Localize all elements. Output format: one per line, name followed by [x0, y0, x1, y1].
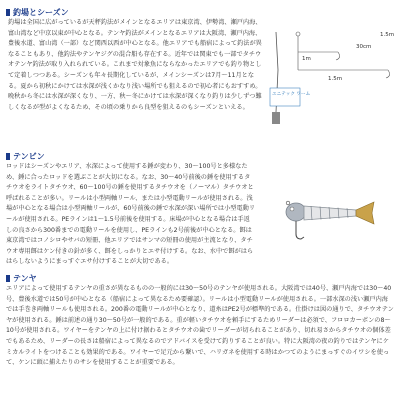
lure-box — [270, 88, 300, 106]
tenya-jig-illustration — [276, 182, 386, 242]
tenya-paragraph: エリアによって使用するテンヤの重さが異なるものの一般的には30〜50号のテンヤが使用される。大阪湾では40号、瀬戸内海では30〜40号、豊後水道では50号が中心となる（船宿によって異なるため要確認）。リールは小型電動リールが使用される。一部水深の浅い瀬戸内海では手巻き両軸リールも使用される。200番の電動リールが中心となり、道糸はPE2号が標準的である。仕掛けは図の通りで、タチウオテンヤが使用される。錘は前述の通り30〜50号が一般的である。重が軽いタチウオを頼手にするためリーダーは必須で、フロロカーボンの8〜10号が使用される。ワイヤーをテンヤの上に付け据わるとタチウオの歯でリーダーが切られることがあり、切れ易さからタチウオの個体差でもあるため、リーダーの長さは船宿によって異なるのでアドバイスを受けて釣りすることが良い。特に大阪湾の夜の釣りではテンヤにケミカルライトをつけることも効果的である。ワイヤーで足元から繋いで、ハリガネを使用する時はかつてのようにまっすぐのイワシを使って、ケンに頭に捕えたりのサシを使用することが重要である。 — [6, 285, 394, 367]
label-rod-tip: 1.5m — [380, 32, 395, 38]
line-eye-icon — [286, 201, 290, 205]
section-heading-tenpin — [6, 150, 45, 162]
label-branch: 30cm — [356, 44, 372, 50]
heading-label: 釣場とシーズン — [13, 7, 69, 17]
tackle-diagram-svg — [268, 12, 398, 132]
tackle-diagram — [268, 12, 398, 132]
hook-icon — [296, 221, 304, 239]
tenpin-paragraph: ロッドはシーズンやエリア、水深によって使用する錘が変わり、30〜100号と多様なため、錘に合ったロッドを選ぶことが大切になる。なお、30〜40号前後の錘を使用するタチウオをライトタチウオ、60〜100号の錘を使用するタチウオを（ノーマル）タチウオと呼ばれることが多い。リールは小型両軸リール、または小型電動リールが使用される。浅場が中心となる場合は小型両軸リールが、60号前後の錘で水深が深い場所では小型電動リールが使用される。PEラインは1〜1.5号前後を使用する。床場が中心となる場合は手返しの良さから300番までの電動リールを使用し、PEラインも2号前後が中心となる。餌は東京湾ではコノシロやサバの短冊、他エリアではサンマの短冊の使用が主流となり、タチウオ専用餌はケン付きの針が多く、餌をしっかりとエサ付けする。なお、水中で餌がはらはらしないようにまっすぐエサ付けすることが大切である。 — [6, 163, 256, 266]
sinker-icon — [272, 112, 280, 124]
label-mid-length: 1m — [302, 56, 311, 62]
hook-icon — [336, 52, 340, 60]
tenya-jig-svg — [276, 182, 386, 242]
heading-marker-icon — [6, 153, 10, 160]
heading-label: テンビン — [13, 151, 45, 161]
heading-marker-icon — [6, 275, 10, 282]
section-heading-tenya — [6, 272, 37, 284]
jig-head-icon — [286, 203, 306, 221]
swivel-icon — [296, 32, 300, 36]
hook-icon — [386, 70, 390, 78]
heading-label: テンヤ — [13, 273, 37, 283]
jig-tail-icon — [356, 202, 374, 224]
label-hook-line: 1.5m — [328, 76, 343, 82]
section-heading-season — [6, 6, 69, 18]
jig-eye-icon — [290, 207, 294, 211]
label-lure-note: ユニテック ワーム — [272, 92, 311, 97]
season-paragraph: 釣場は全国に広がっているが天秤釣法がメインとなるエリアは東京湾、伊勢湾、瀬戸内海、富山湾など中京以東が中心となる。テンヤ釣法がメインとなるエリアは大阪湾、瀬戸内海、豊後水道、富山湾（一部）など関西以西が中心となる。他エリアでも船宿によって釣法が異なることもあり、他釣法やテンヤジグの混合船も存在する。近年では関東でも一部でタチウオテンヤ釣法が取り入れられている。これまで対象魚にならなかったエリアでも釣り物として定着しつつある。シーズンも年々長期化しているが、メインシーズンは7月〜11月となる。夏から初秋にかけては水深が浅くかなり浅い場所でも狙えるので初心者にもおすすめ。晩秋から冬には水深が深くなり、一方、秋〜冬にかけては水深が深くなり釣りは少しずつ難しくなるが型がよくなるため、その頃の乗りから良型を狙えるのもシーズンといえる。 — [8, 19, 262, 111]
heading-marker-icon — [6, 9, 10, 16]
